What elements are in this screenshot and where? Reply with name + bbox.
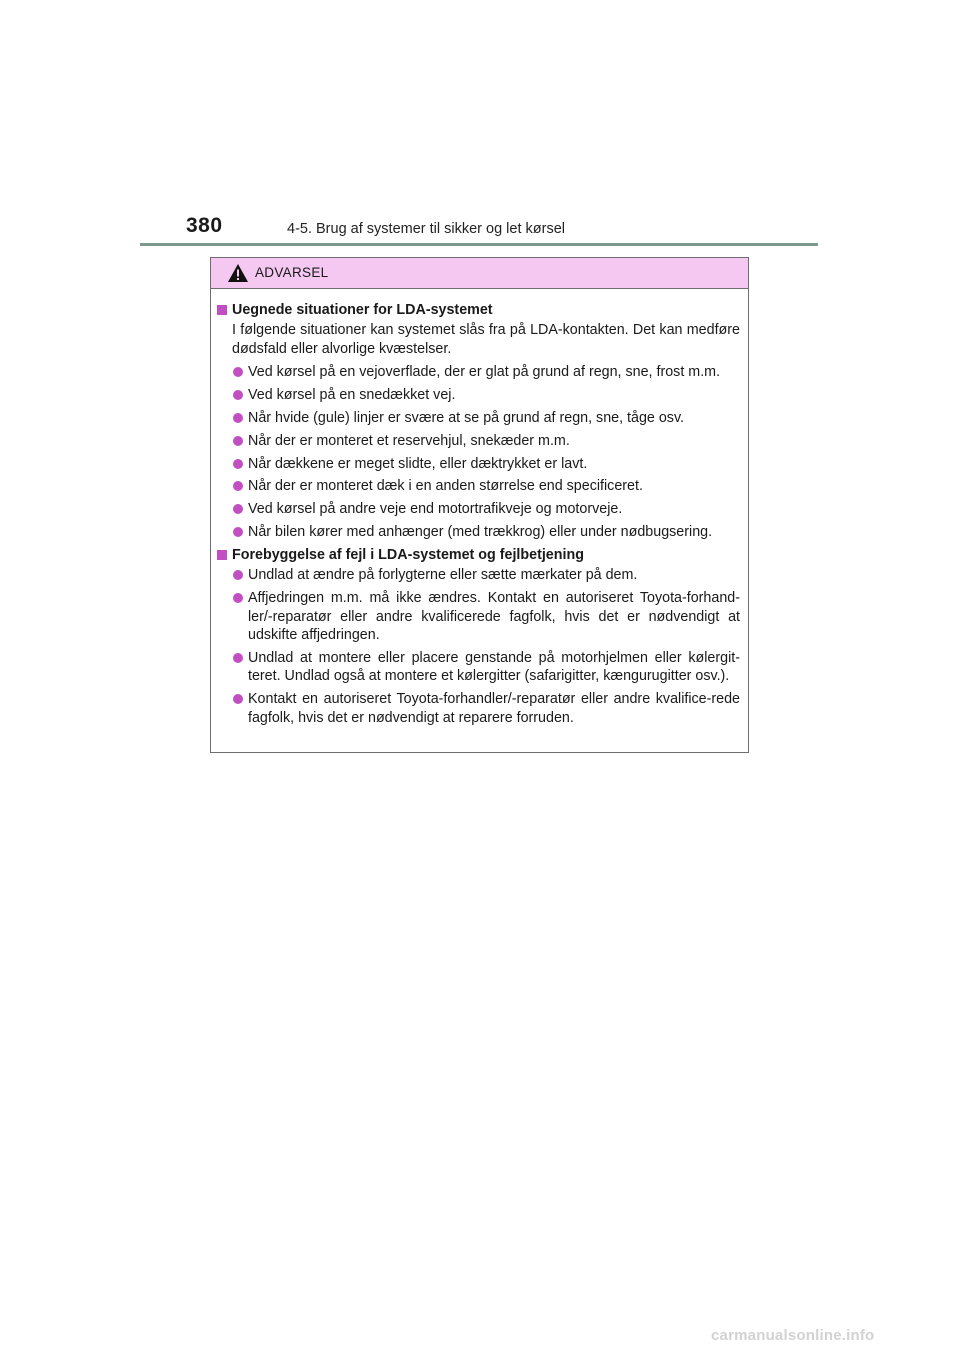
list-item — [217, 566, 740, 585]
list-item — [217, 523, 740, 542]
list-item-text: Når der er monteret et reservehjul, snekæder m.m. — [248, 432, 570, 449]
list-item-text: Ved kørsel på andre veje end motortrafikveje og motorveje. — [248, 501, 623, 518]
round-bullet-icon — [233, 481, 243, 491]
section-heading — [217, 546, 740, 565]
list-item-text: Undlad at ændre på forlygterne eller sætte mærkater på dem. — [248, 567, 638, 584]
round-bullet-icon — [233, 390, 243, 400]
list-item-text: Kontakt en autoriseret Toyota-forhandler/-reparatør eller andre kvalifice-rede fagfolk, hvis det er nødvendigt at reparere forruden. — [248, 691, 740, 726]
list-item — [217, 690, 740, 727]
warning-header — [211, 258, 748, 289]
list-item — [217, 649, 740, 686]
warning-triangle-icon — [227, 263, 249, 283]
square-bullet-icon — [217, 305, 227, 315]
warning-box — [210, 257, 749, 753]
header-divider — [140, 243, 818, 246]
list-item — [217, 477, 740, 496]
bullet-list — [217, 363, 740, 542]
list-item-text: Ved kørsel på en snedækket vej. — [248, 386, 456, 403]
list-item — [217, 432, 740, 451]
warning-label: ADVARSEL — [255, 265, 329, 280]
square-bullet-icon — [217, 550, 227, 560]
list-item — [217, 363, 740, 382]
list-item-text: Når bilen kører med anhænger (med trækkrog) eller under nødbugsering. — [248, 524, 713, 541]
bullet-list — [217, 566, 740, 727]
round-bullet-icon — [233, 593, 243, 603]
section-heading-text: Uegnede situationer for LDA-systemet — [232, 302, 493, 318]
list-item — [217, 386, 740, 405]
section-heading-text: Forebyggelse af fejl i LDA-systemet og fejlbetjening — [232, 547, 584, 564]
round-bullet-icon — [233, 504, 243, 514]
warning-body — [211, 289, 748, 727]
section-title: 4-5. Brug af systemer til sikker og let kørsel — [287, 221, 565, 237]
list-item-text: Når dækkene er meget slidte, eller dæktrykket er lavt. — [248, 455, 588, 472]
list-item — [217, 589, 740, 645]
list-item-text: Affjedringen m.m. må ikke ændres. Kontakt en autoriseret Toyota-forhand-ler/-reparatør eller andre kvalificerede fagfolk, hvis det er nødvendigt at udskifte affjedringen. — [248, 590, 740, 644]
round-bullet-icon — [233, 413, 243, 423]
round-bullet-icon — [233, 527, 243, 537]
list-item — [217, 455, 740, 474]
round-bullet-icon — [233, 570, 243, 580]
section-paragraph: I følgende situationer kan systemet slås fra på LDA-kontakten. Det kan medføre dødsfald eller alvorlige kvæstelser. — [232, 322, 740, 357]
round-bullet-icon — [233, 694, 243, 704]
round-bullet-icon — [233, 459, 243, 469]
page-number: 380 — [186, 214, 223, 237]
list-item-text: Når hvide (gule) linjer er svære at se på grund af regn, sne, tåge osv. — [248, 409, 685, 426]
list-item-text: Når der er monteret dæk i en anden størrelse end specificeret. — [248, 478, 643, 495]
list-item — [217, 500, 740, 519]
footer-watermark: carmanualsonline.info — [711, 1327, 875, 1344]
round-bullet-icon — [233, 653, 243, 663]
page-header — [140, 214, 818, 246]
list-item — [217, 409, 740, 428]
list-item-text: Ved kørsel på en vejoverflade, der er glat på grund af regn, sne, frost m.m. — [248, 364, 721, 380]
round-bullet-icon — [233, 367, 243, 377]
round-bullet-icon — [233, 436, 243, 446]
list-item-text: Undlad at montere eller placere genstande på motorhjelmen eller kølergit-teret. Undlad også at montere et kølergitter (safarigitter, kængurugitter osv.). — [248, 649, 740, 685]
section-heading — [217, 301, 740, 320]
